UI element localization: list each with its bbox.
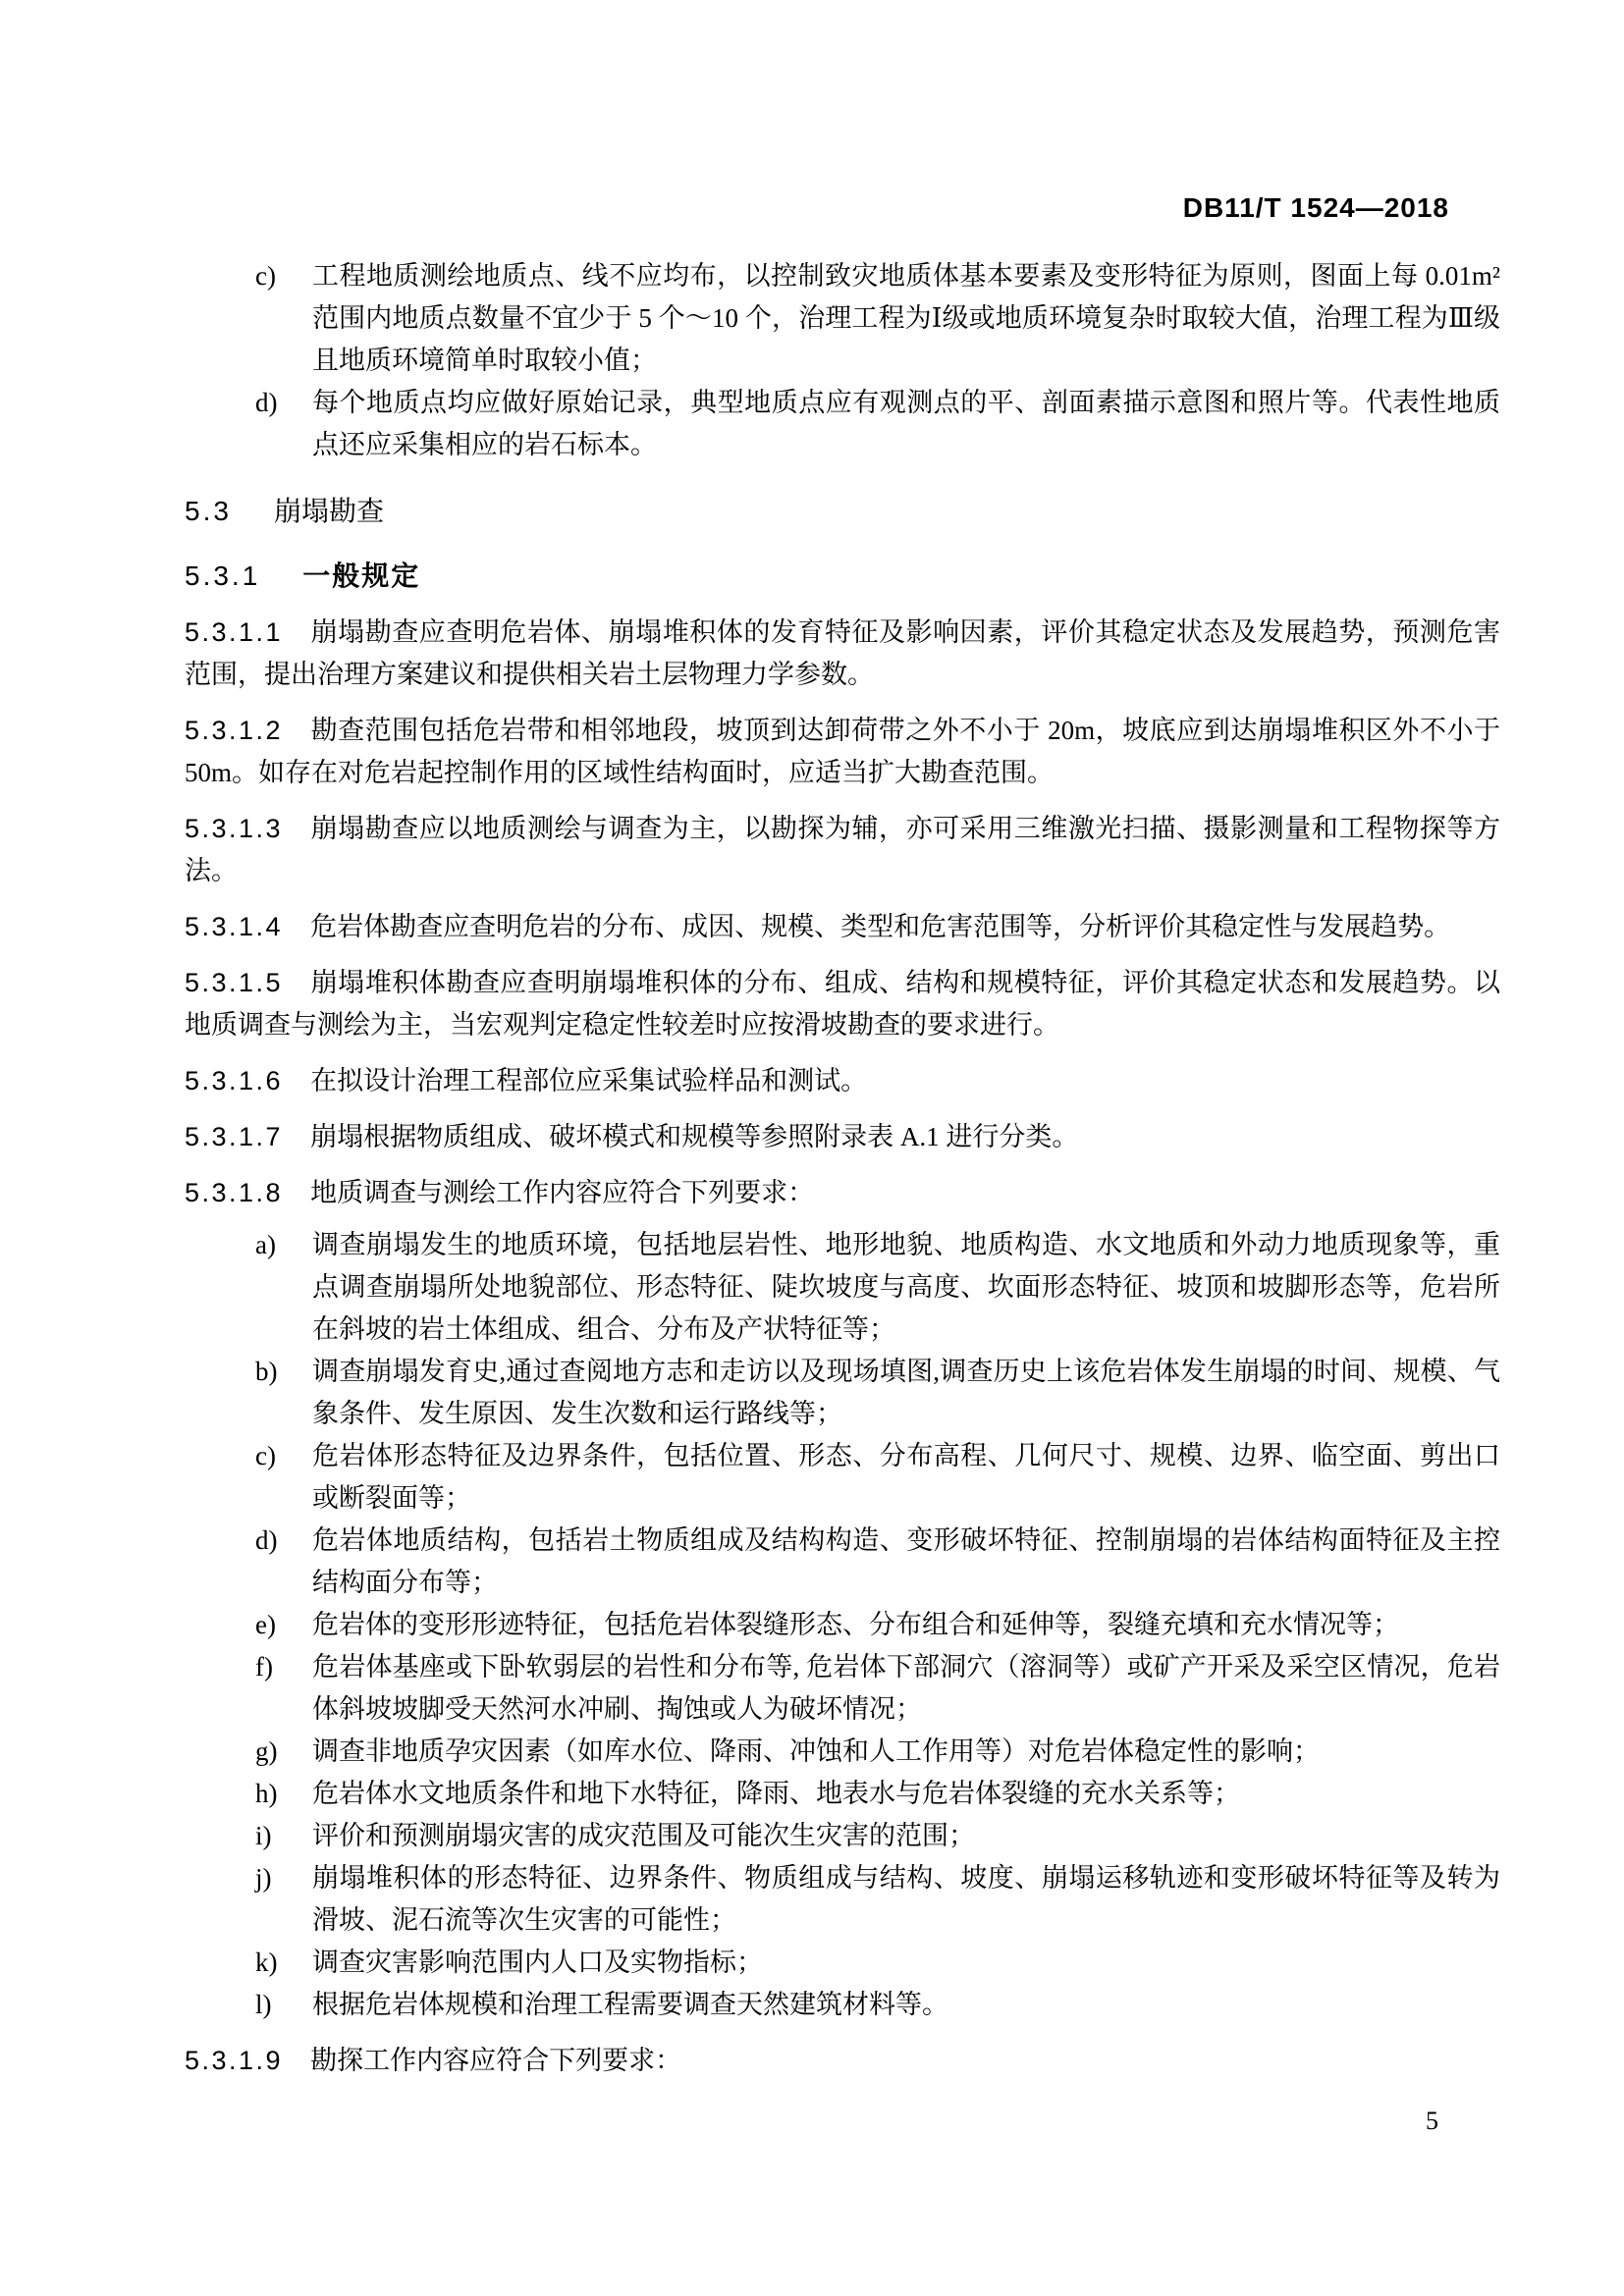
clause-text: 勘探工作内容应符合下列要求： bbox=[310, 2046, 682, 2075]
list-item bbox=[185, 1224, 1500, 1351]
clause-paragraph bbox=[185, 1060, 1500, 1102]
list-item bbox=[185, 1731, 1500, 1773]
list-item-text: 危岩体的变形形迹特征，包括危岩体裂缝形态、分布组合和延伸等，裂缝充填和充水情况等； bbox=[312, 1610, 1399, 1639]
list-item-marker: g) bbox=[255, 1736, 278, 1766]
clause-text: 崩塌勘查应以地质测绘与调查为主，以勘探为辅，亦可采用三维激光扫描、摄影测量和工程物探等方法。 bbox=[185, 814, 1500, 885]
subsection-title: 一般规定 bbox=[302, 561, 421, 591]
clause-text: 在拟设计治理工程部位应采集试验样品和测试。 bbox=[310, 1066, 868, 1095]
clause-paragraph bbox=[185, 808, 1500, 892]
clause-text: 勘查范围包括危岩带和相邻地段，坡顶到达卸荷带之外不小于 20m，坡底应到达崩塌堆积区外不小于 50m。如存在对危岩起控制作用的区域性结构面时，应适当扩大勘查范围。 bbox=[185, 716, 1500, 787]
list-item bbox=[185, 1815, 1500, 1857]
list-item-marker: c) bbox=[255, 1441, 276, 1470]
clause-paragraph bbox=[185, 710, 1500, 794]
list-item bbox=[185, 1604, 1500, 1646]
list-item bbox=[185, 1351, 1500, 1435]
subsection-number: 5.3.1 bbox=[185, 561, 261, 591]
list-item bbox=[185, 1646, 1500, 1731]
list-item-text: 根据危岩体规模和治理工程需要调查天然建筑材料等。 bbox=[312, 1990, 948, 2019]
list-item bbox=[185, 382, 1500, 466]
list-item-text: 调查崩塌发生的地质环境，包括地层岩性、地形地貌、地质构造、水文地质和外动力地质现象等，重点调查崩塌所处地貌部位、形态特征、陡坎坡度与高度、坎面形态特征、坡顶和坡脚形态等，危岩所在斜坡的岩土体组成、组合、分布及产状特征等； bbox=[312, 1230, 1500, 1344]
list-item-marker: k) bbox=[255, 1948, 278, 1977]
clause-text: 地质调查与测绘工作内容应符合下列要求： bbox=[310, 1178, 815, 1207]
clause-number: 5.3.1.8 bbox=[185, 1178, 284, 1207]
list-item-marker: e) bbox=[255, 1610, 276, 1639]
clause-paragraph bbox=[185, 962, 1500, 1046]
section-title: 崩塌勘查 bbox=[273, 497, 384, 527]
clause-number: 5.3.1.4 bbox=[185, 912, 284, 941]
list-item-text: 调查崩塌发育史,通过查阅地方志和走访以及现场填图,调查历史上该危岩体发生崩塌的时间、规模、气象条件、发生原因、发生次数和运行路线等； bbox=[312, 1357, 1500, 1428]
list-item-text: 调查非地质孕灾因素（如库水位、降雨、冲蚀和人工作用等）对危岩体稳定性的影响； bbox=[312, 1736, 1320, 1766]
clause-number: 5.3.1.6 bbox=[185, 1066, 284, 1095]
list-item-text: 危岩体基座或下卧软弱层的岩性和分布等, 危岩体下部洞穴（溶洞等）或矿产开采及采空区情况，危岩体斜坡坡脚受天然河水冲刷、掏蚀或人为破坏情况； bbox=[312, 1652, 1500, 1724]
list-item-text: 危岩体水文地质条件和地下水特征，降雨、地表水与危岩体裂缝的充水关系等； bbox=[312, 1779, 1240, 1808]
list-item-marker: f) bbox=[255, 1652, 273, 1682]
doc-code: DB11/T 1524—2018 bbox=[1182, 192, 1449, 223]
list-item-text: 调查灾害影响范围内人口及实物指标； bbox=[312, 1948, 763, 1977]
list-item-text: 评价和预测崩塌灾害的成灾范围及可能次生灾害的范围； bbox=[312, 1821, 975, 1850]
page-header bbox=[185, 192, 1500, 229]
clause-number: 5.3.1.3 bbox=[185, 814, 284, 843]
list-item bbox=[185, 255, 1500, 382]
list-item-marker: c) bbox=[255, 261, 276, 291]
clause-paragraph bbox=[185, 906, 1500, 948]
list-item-marker: j) bbox=[255, 1863, 272, 1893]
clause-paragraph bbox=[185, 2040, 1500, 2082]
clause-text: 崩塌堆积体勘查应查明崩塌堆积体的分布、组成、结构和规模特征，评价其稳定状态和发展趋势。以地质调查与测绘为主，当宏观判定稳定性较差时应按滑坡勘查的要求进行。 bbox=[185, 968, 1500, 1040]
clause-text: 崩塌根据物质组成、破坏模式和规模等参照附录表 A.1 进行分类。 bbox=[310, 1122, 1079, 1151]
clause-number: 5.3.1.5 bbox=[185, 968, 284, 997]
list-item-marker: b) bbox=[255, 1357, 278, 1386]
intro-list bbox=[185, 255, 1500, 466]
list-item-text: 工程地质测绘地质点、线不应均布，以控制致灾地质体基本要素及变形特征为原则，图面上每 0.01m²范围内地质点数量不宜少于 5 个～10 个，治理工程为Ⅰ级或地质环境复杂时取较大值，治理工程为Ⅲ级且地质环境简单时取较小值； bbox=[312, 261, 1500, 375]
list-item-marker: l) bbox=[255, 1990, 272, 2019]
page-content bbox=[185, 255, 1500, 2082]
clause-number: 5.3.1.9 bbox=[185, 2046, 284, 2075]
list-item bbox=[185, 1942, 1500, 1984]
clause-paragraph bbox=[185, 1172, 1500, 1214]
list-item bbox=[185, 1435, 1500, 1520]
list-item-text: 危岩体地质结构，包括岩土物质组成及结构构造、变形破坏特征、控制崩塌的岩体结构面特征及主控结构面分布等； bbox=[312, 1525, 1500, 1597]
clause-paragraph bbox=[185, 612, 1500, 696]
survey-requirements-list bbox=[185, 1224, 1500, 2026]
page-number: 5 bbox=[1426, 2107, 1438, 2135]
clause-number: 5.3.1.2 bbox=[185, 716, 284, 745]
clause-text: 崩塌勘查应查明危岩体、崩塌堆积体的发育特征及影响因素，评价其稳定状态及发展趋势，预测危害范围，提出治理方案建议和提供相关岩土层物理力学参数。 bbox=[185, 617, 1500, 689]
list-item-text: 崩塌堆积体的形态特征、边界条件、物质组成与结构、坡度、崩塌运移轨迹和变形破坏特征等及转为滑坡、泥石流等次生灾害的可能性； bbox=[312, 1863, 1500, 1935]
section-number: 5.3 bbox=[185, 496, 232, 526]
list-item-text: 每个地质点均应做好原始记录，典型地质点应有观测点的平、剖面素描示意图和照片等。代表性地质点还应采集相应的岩石标本。 bbox=[312, 388, 1500, 459]
list-item-marker: h) bbox=[255, 1779, 278, 1808]
list-item-marker: a) bbox=[255, 1230, 276, 1259]
list-item bbox=[185, 1984, 1500, 2026]
list-item-marker: d) bbox=[255, 1525, 278, 1555]
clause-number: 5.3.1.1 bbox=[185, 617, 284, 647]
clause-number: 5.3.1.7 bbox=[185, 1122, 284, 1151]
section-heading bbox=[185, 490, 1500, 533]
list-item-text: 危岩体形态特征及边界条件，包括位置、形态、分布高程、几何尺寸、规模、边界、临空面、剪出口或断裂面等； bbox=[312, 1441, 1500, 1513]
clause-paragraph bbox=[185, 1116, 1500, 1158]
list-item bbox=[185, 1857, 1500, 1942]
list-item bbox=[185, 1773, 1500, 1815]
list-item-marker: i) bbox=[255, 1821, 272, 1850]
list-item bbox=[185, 1520, 1500, 1604]
clause-text: 危岩体勘查应查明危岩的分布、成因、规模、类型和危害范围等，分析评价其稳定性与发展趋势。 bbox=[310, 912, 1451, 941]
list-item-marker: d) bbox=[255, 388, 278, 417]
subsection-heading bbox=[185, 555, 1500, 598]
